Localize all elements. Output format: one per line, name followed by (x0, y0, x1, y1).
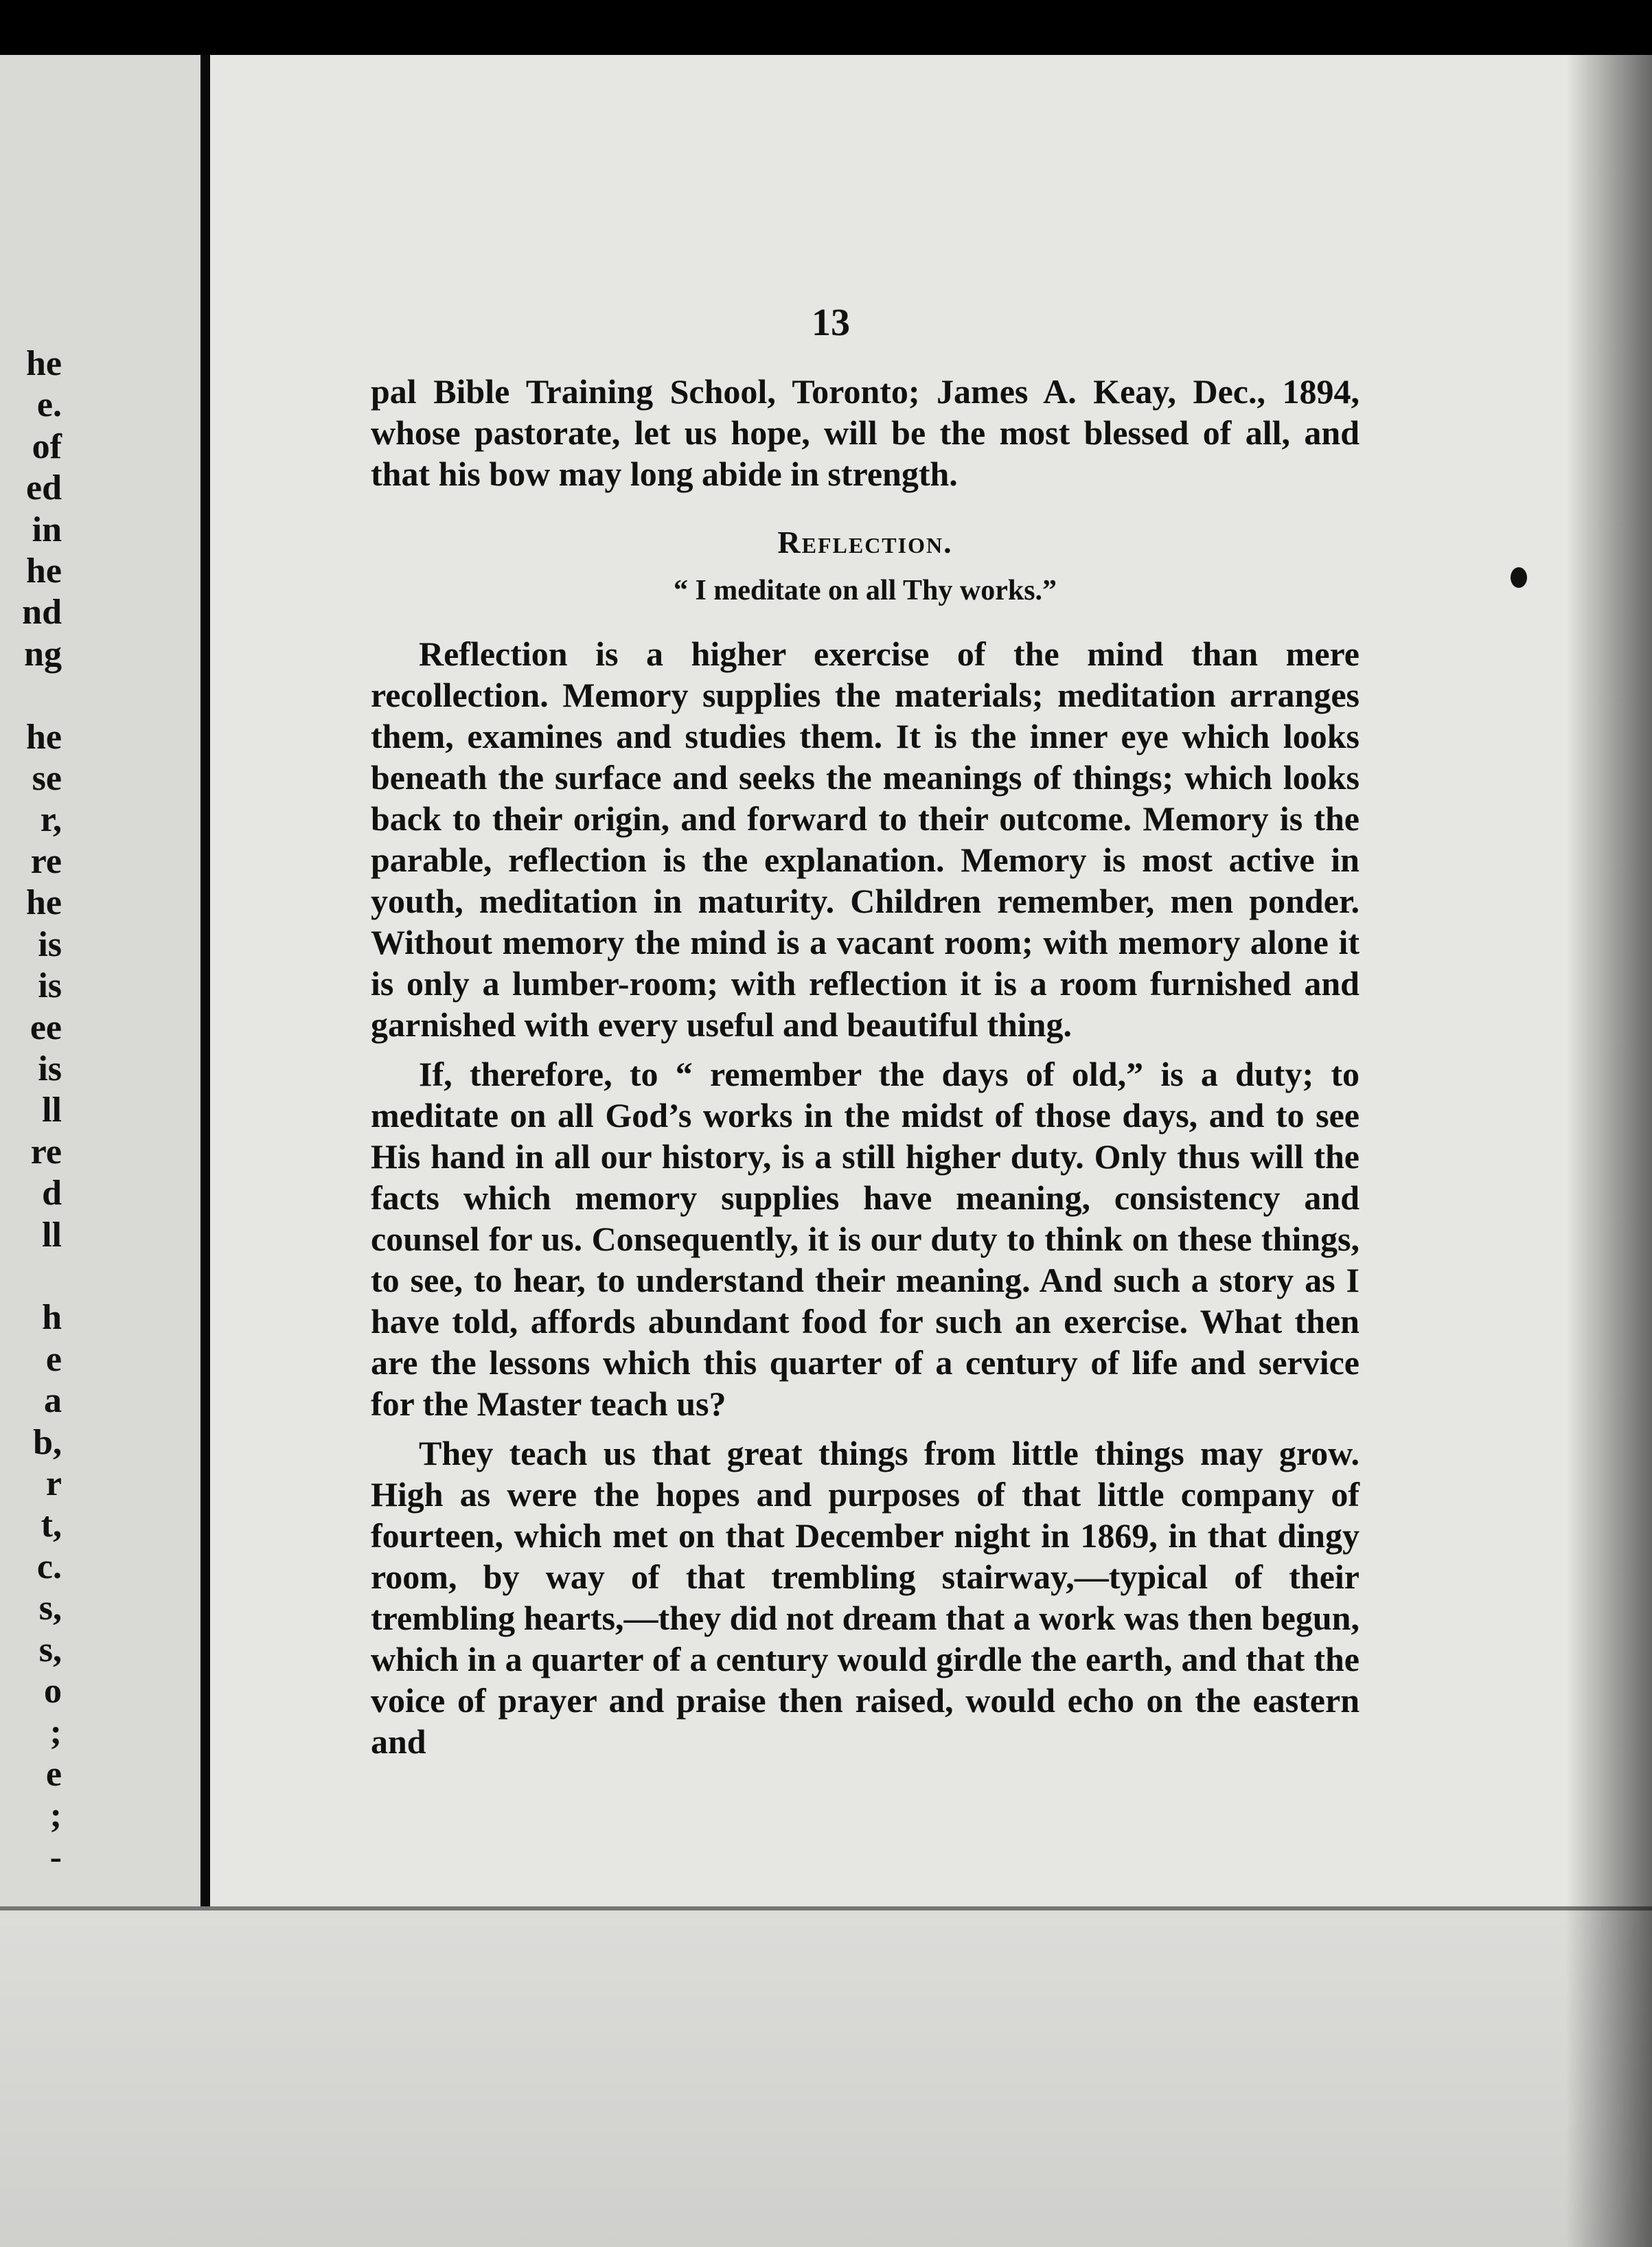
page-body (371, 371, 1360, 1762)
facing-page-fragment: he (26, 883, 62, 923)
facing-page-fragment: ng (24, 634, 62, 674)
facing-page-fragment: ll (42, 1091, 62, 1130)
facing-page-fragment: se (32, 759, 62, 799)
facing-page-fragment: is (38, 966, 62, 1006)
facing-page-fragment: of (32, 426, 62, 466)
section-heading (371, 522, 1360, 563)
facing-page-fragment: nd (22, 593, 62, 632)
page-number: 13 (812, 301, 850, 344)
facing-page-fragment: e (45, 1754, 62, 1794)
facing-page-fragment: he (26, 344, 62, 383)
facing-page-fragment: ; (49, 1796, 62, 1836)
facing-page-fragment: a (44, 1381, 62, 1421)
facing-page-fragment: - (49, 1837, 62, 1877)
facing-page-fragment: b, (33, 1422, 62, 1462)
opening-paragraph: pal Bible Training School, Toronto; James A. Keay, Dec., 1894, whose pastorate, let us hope, will be the most blessed of all, and that his bow may long abide in strength. (371, 372, 1360, 493)
facing-page-fragment: is (38, 924, 62, 964)
facing-page-fragment: e (45, 1339, 62, 1379)
section-title: Reflection. (777, 525, 953, 560)
paragraph-2: If, therefore, to “ remember the days of old,” is a duty; to meditate on all God’s works in the midst of those days, and to see His hand in all our history, is a still higher duty. Only thus will the facts which memory supplies have meaning, consistency and counsel for us. Consequently, it is our duty to think on these things, to see, to hear, to understand their meaning. And such a story as I have told, affords abundant food for such an exercise. What then are the lessons which this quarter of a century of life and service for the Master teach us? (371, 1055, 1360, 1423)
facing-page-fragment: s, (38, 1588, 62, 1628)
facing-page-fragment: re (30, 841, 62, 881)
facing-page-fragment: he (26, 717, 62, 757)
facing-page-fragment: r, (40, 800, 62, 840)
lower-margin (0, 1910, 1652, 2247)
facing-page-fragment: h (42, 1298, 62, 1338)
page-edge-shadow (1565, 55, 1652, 2247)
facing-page-fragment: ll (42, 1215, 62, 1255)
facing-page-fragment (0, 675, 62, 716)
paragraph-gap (371, 1045, 1360, 1053)
facing-page-fragment: r (45, 1463, 62, 1503)
facing-page-fragment: d (42, 1174, 62, 1213)
facing-page-fragments (0, 343, 62, 1878)
paragraph-3: They teach us that great things from little things may grow. High as were the hopes and purposes of that little company of fourteen, which met on that December night in 1869, in that dingy room, by way of that trembling stairway,—typical of their trembling hearts,—they did not dream that a work was then begun, which in a quarter of a century would girdle the earth, and that the voice of prayer and praise then raised, would echo on the eastern and (371, 1434, 1360, 1761)
facing-page-fragment: e. (36, 385, 62, 425)
facing-page-fragment: c. (36, 1547, 62, 1586)
facing-page-fragment: is (38, 1049, 62, 1088)
epigraph: “ I meditate on all Thy works.” (673, 575, 1057, 606)
paragraph-1: Reflection is a higher exercise of the mind than mere recollection. Memory supplies the materials; meditation arranges them, examines and studies them. It is the inner eye which looks beneath the surface and seeks the meanings of things; which looks back to their origin, and forward to their outcome. Memory is the parable, reflection is the explanation. Memory is most active in youth, meditation in maturity. Children remember, men ponder. Without memory the mind is a vacant room; with memory alone it is only a lumber-room; with reflection it is a room furnished and garnished with every useful and beautiful thing. (371, 635, 1360, 1044)
facing-page-fragment: ed (26, 468, 62, 508)
facing-page-fragment: s, (38, 1630, 62, 1669)
facing-page-fragment: o (44, 1672, 62, 1711)
paragraph-gap (371, 1424, 1360, 1433)
facing-page-fragment: in (32, 510, 62, 549)
facing-page-fragment (0, 1256, 62, 1297)
facing-page-fragment: ; (49, 1713, 62, 1753)
facing-page-fragment: t, (41, 1505, 62, 1545)
facing-page-fragment: re (30, 1132, 62, 1172)
facing-page-fragment: he (26, 551, 62, 591)
facing-page-fragment: ee (30, 1007, 62, 1047)
ink-spot (1511, 567, 1527, 588)
